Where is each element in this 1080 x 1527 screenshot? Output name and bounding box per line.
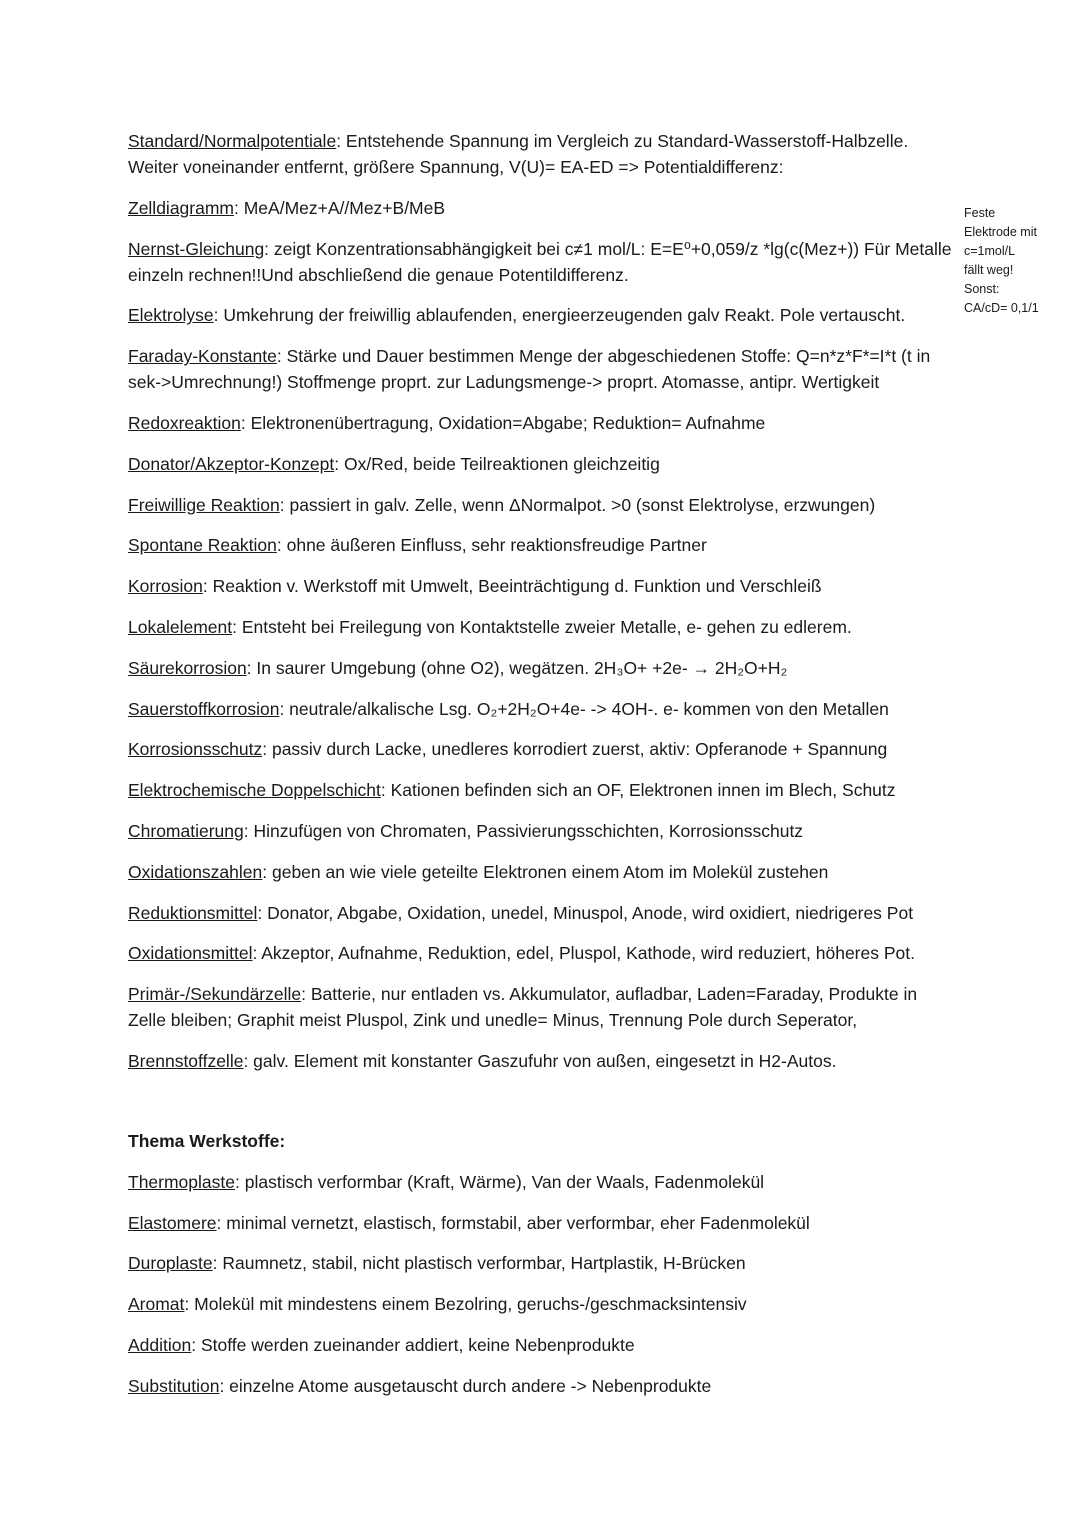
entry-korrosion xyxy=(128,573,958,599)
entry-text: : Ox/Red, beide Teilreaktionen gleichzeitig xyxy=(334,453,660,474)
entry-text: : passiert in galv. Zelle, wenn ΔNormalpot. >0 (sonst Elektrolyse, erzwungen) xyxy=(279,494,876,515)
entry-text: : ohne äußeren Einfluss, sehr reaktionsfreudige Partner xyxy=(276,535,707,556)
entry-term: Substitution xyxy=(128,1375,220,1396)
entry-text: : Elektronenübertragung, Oxidation=Abgabe; Reduktion= Aufnahme xyxy=(240,412,766,433)
entry-korrosionsschutz xyxy=(128,736,958,762)
entry-term: Thermoplaste xyxy=(128,1171,235,1192)
margin-note xyxy=(964,204,1074,318)
entry-substitution xyxy=(128,1373,958,1399)
entry-term: Duroplaste xyxy=(128,1253,213,1274)
entry-elektrochemische-doppelschicht xyxy=(128,777,958,803)
entry-text: : Molekül mit mindestens einem Bezolring, geruchs-/geschmacksintensiv xyxy=(184,1294,747,1315)
entry-text: : Entsteht bei Freilegung von Kontaktstelle zweier Metalle, e- gehen zu edlerem. xyxy=(232,616,852,637)
entry-text: : Stoffe werden zueinander addiert, keine Nebenprodukte xyxy=(191,1334,635,1355)
entry-term: Korrosion xyxy=(128,576,203,597)
entry-sauerstoffkorrosion xyxy=(128,696,958,722)
entry-text: : Umkehrung der freiwillig ablaufenden, energieerzeugenden galv Reakt. Pole vertauscht. xyxy=(213,305,906,326)
entry-term: Addition xyxy=(128,1334,192,1355)
margin-note-line: Sonst: xyxy=(964,282,1000,296)
entry-text: : zeigt Konzentrationsabhängigkeit bei c≠1 mol/L: E=E⁰+0,059/z *lg(c(Mez+)) Für Metalle einzeln rechnen!!Und abschließend die genaue Potentildifferenz. xyxy=(128,238,952,285)
entry-standard-normalpotentiale xyxy=(128,128,958,180)
entry-term: Elektrochemische Doppelschicht xyxy=(128,780,381,801)
entry-text: : plastisch verformbar (Kraft, Wärme), Van der Waals, Fadenmolekül xyxy=(235,1171,765,1192)
entry-term: Korrosionsschutz xyxy=(128,739,263,760)
entry-term: Lokalelement xyxy=(128,616,233,637)
entry-term: Faraday-Konstante xyxy=(128,346,277,367)
entry-term: Freiwillige Reaktion xyxy=(128,494,280,515)
entry-spontane-reaktion xyxy=(128,532,958,558)
entry-oxidationszahlen xyxy=(128,859,958,885)
entry-donator-akzeptor xyxy=(128,451,958,477)
entry-term: Redoxreaktion xyxy=(128,412,241,433)
entry-zelldiagramm xyxy=(128,195,958,221)
entry-text: : galv. Element mit konstanter Gaszufuhr von außen, eingesetzt in H2-Autos. xyxy=(243,1050,837,1071)
section-heading: Thema Werkstoffe: xyxy=(128,1130,286,1151)
entry-term: Aromat xyxy=(128,1294,185,1315)
entry-text: : Raumnetz, stabil, nicht plastisch verformbar, Hartplastik, H-Brücken xyxy=(212,1253,746,1274)
entry-text: : neutrale/alkalische Lsg. O₂+2H₂O+4e- -> 4OH-. e- kommen von den Metallen xyxy=(279,698,889,719)
entry-term: Brennstoffzelle xyxy=(128,1050,244,1071)
entry-term: Nernst-Gleichung xyxy=(128,238,265,259)
entry-term: Spontane Reaktion xyxy=(128,535,277,556)
entry-term: Chromatierung xyxy=(128,820,244,841)
entry-text: : Reaktion v. Werkstoff mit Umwelt, Beeinträchtigung d. Funktion und Verschleiß xyxy=(202,576,822,597)
entry-reduktionsmittel xyxy=(128,900,958,926)
margin-note-line: Feste xyxy=(964,206,996,220)
entry-thermoplaste xyxy=(128,1169,958,1195)
entry-term: Primär-/Sekundärzelle xyxy=(128,984,302,1005)
entry-text: : In saurer Umgebung (ohne O2), wegätzen. 2H₃O+ +2e- → 2H₂O+H₂ xyxy=(246,657,788,678)
entry-term: Elastomere xyxy=(128,1212,217,1233)
entry-term: Oxidationsmittel xyxy=(128,943,253,964)
entry-text: : Akzeptor, Aufnahme, Reduktion, edel, Pluspol, Kathode, wird reduziert, höheres Pot. xyxy=(252,943,915,964)
entry-text: : Entstehende Spannung im Vergleich zu Standard-Wasserstoff-Halbzelle. Weiter voneinander entfernt, größere Spannung, V(U)= EA-ED => Potentialdifferenz: xyxy=(128,131,909,177)
entry-text: : passiv durch Lacke, unedleres korrodiert zuerst, aktiv: Opferanode + Spannung xyxy=(262,739,888,760)
entry-term: Donator/Akzeptor-Konzept xyxy=(128,453,335,474)
margin-note-line: Elektrode mit xyxy=(964,225,1037,239)
entry-saeurekorrosion xyxy=(128,655,958,681)
entry-term: Standard/Normalpotentiale xyxy=(128,131,337,151)
entry-text: : geben an wie viele geteilte Elektronen einem Atom im Molekül zustehen xyxy=(262,861,829,882)
entry-term: Reduktionsmittel xyxy=(128,902,258,923)
entry-freiwillige-reaktion xyxy=(128,492,958,518)
entry-term: Säurekorrosion xyxy=(128,657,247,678)
entry-text: : Stärke und Dauer bestimmen Menge der abgeschiedenen Stoffe: Q=n*z*F*=I*t (t in sek->Umrechnung!) Stoffmenge proprt. zur Ladungsmenge-> proprt. Atomasse, antipr. Wertigkeit xyxy=(128,346,931,393)
margin-note-line: CA/cD= 0,1/1 xyxy=(964,301,1039,315)
entry-text: : Kationen befinden sich an OF, Elektronen innen im Blech, Schutz xyxy=(380,780,896,801)
entry-redoxreaktion xyxy=(128,410,958,436)
entry-term: Oxidationszahlen xyxy=(128,861,263,882)
entry-text: : Batterie, nur entladen vs. Akkumulator, aufladbar, Laden=Faraday, Produkte in Zelle bleiben; Graphit meist Pluspol, Zink und unedle= Minus, Trennung Pole durch Seperator, xyxy=(128,984,918,1031)
entry-text: : Hinzufügen von Chromaten, Passivierungsschichten, Korrosionsschutz xyxy=(243,820,804,841)
entry-faraday-konstante xyxy=(128,343,958,395)
entry-text: : minimal vernetzt, elastisch, formstabil, aber verformbar, eher Fadenmolekül xyxy=(216,1212,810,1233)
entry-aromat xyxy=(128,1291,958,1317)
entry-text: : einzelne Atome ausgetauscht durch andere -> Nebenprodukte xyxy=(219,1375,712,1396)
entry-term: Elektrolyse xyxy=(128,305,214,326)
entry-oxidationsmittel xyxy=(128,940,958,966)
margin-note-line: c=1mol/L xyxy=(964,244,1016,258)
entry-term: Sauerstoffkorrosion xyxy=(128,698,280,719)
notes-document xyxy=(128,128,958,1414)
entry-text: : Donator, Abgabe, Oxidation, unedel, Minuspol, Anode, wird oxidiert, niedrigeres Pot xyxy=(257,902,914,923)
entry-nernst-gleichung xyxy=(128,236,958,288)
entry-addition xyxy=(128,1332,958,1358)
entry-chromatierung xyxy=(128,818,958,844)
entry-elastomere xyxy=(128,1210,958,1236)
margin-note-line: fällt weg! xyxy=(964,263,1014,277)
entry-brennstoffzelle xyxy=(128,1048,958,1074)
entry-duroplaste xyxy=(128,1250,958,1276)
entry-term: Zelldiagramm xyxy=(128,197,234,218)
entry-text: : MeA/Mez+A//Mez+B/MeB xyxy=(234,197,446,218)
entry-primaer-sekundaerzelle xyxy=(128,981,958,1033)
entry-lokalelement xyxy=(128,614,958,640)
entry-elektrolyse xyxy=(128,302,958,328)
